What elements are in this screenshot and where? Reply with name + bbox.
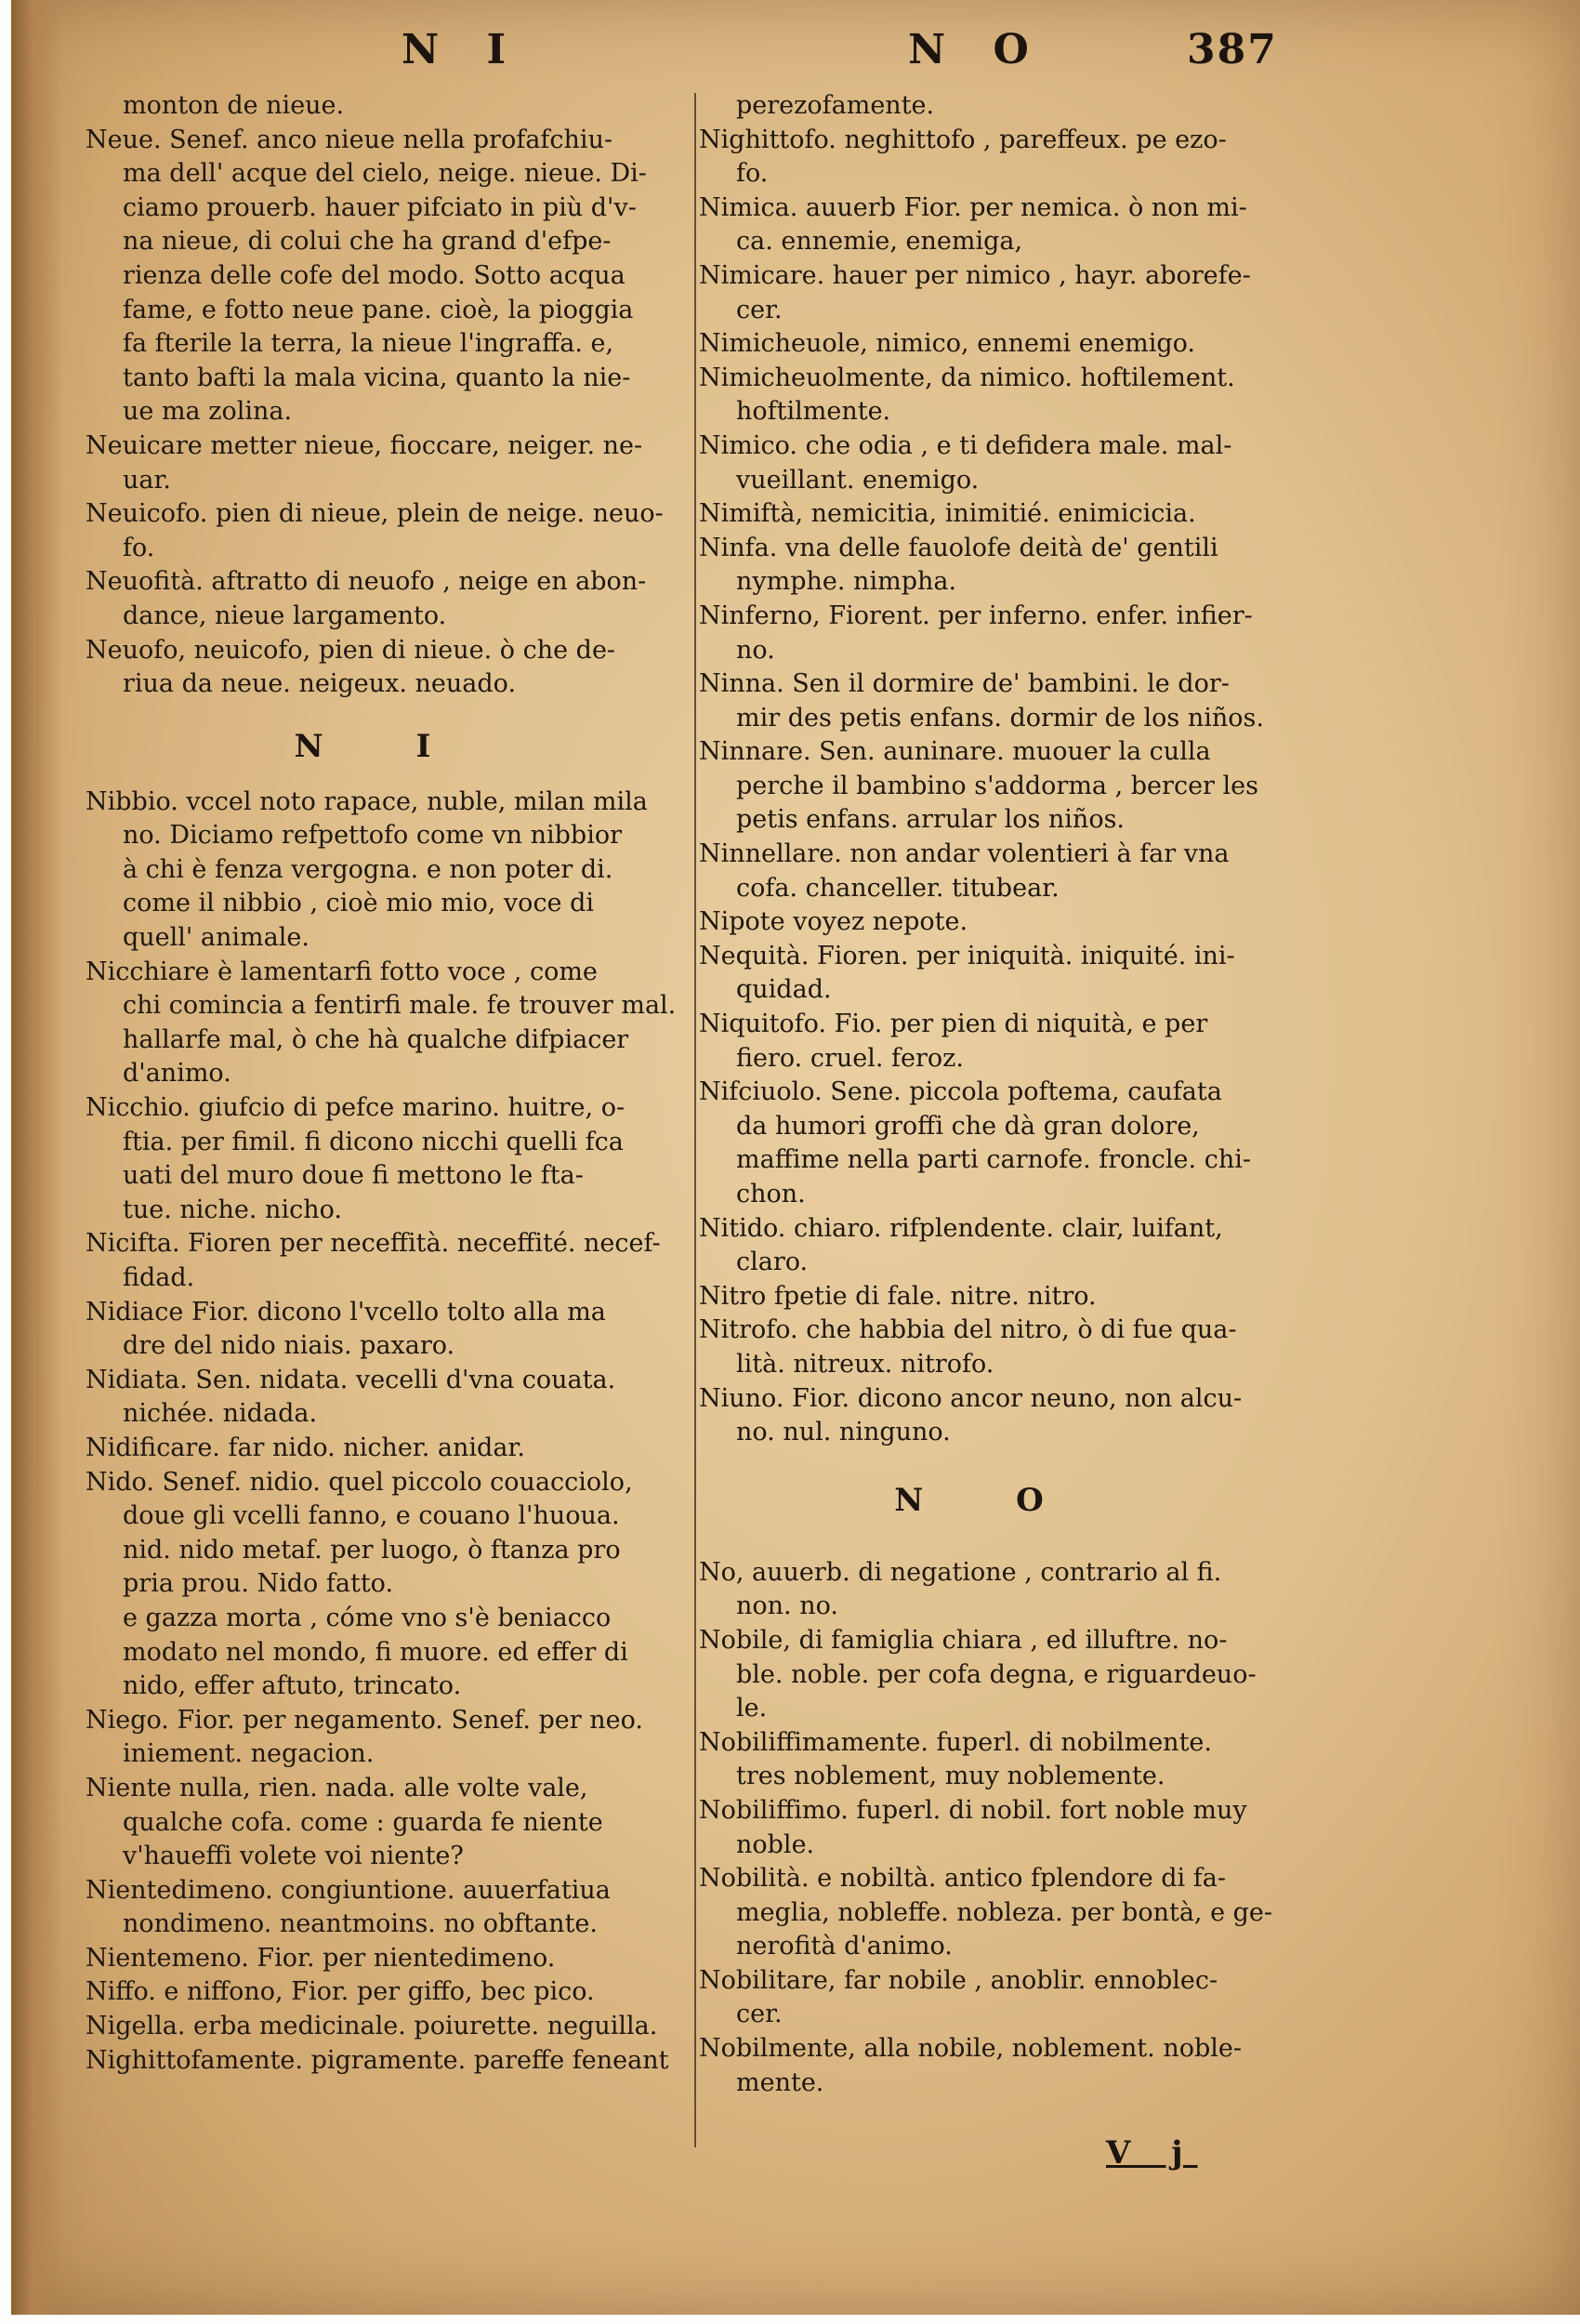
entry-line: à chi è fenza vergogna. e non poter di.	[123, 854, 613, 884]
entry-line: chi comincia a fentirfi male. fe trouver mal.	[123, 991, 677, 1021]
column-divider	[694, 93, 696, 2147]
entry-line: pria prou. Nido fatto.	[123, 1569, 394, 1599]
page-gutter	[11, 0, 62, 2315]
entry-line: Nibbio. vccel noto rapace, nuble, milan mila	[86, 786, 648, 816]
entry-line: Niego. Fior. per negamento. Senef. per neo.	[86, 1705, 643, 1735]
entry-line: mente.	[736, 2067, 824, 2097]
entry-line: Neuofità. aftratto di neuofo , neige en abon-	[86, 567, 647, 597]
entry-line: riua da neue. neigeux. neuado.	[123, 669, 517, 699]
entry-line: monton de nieue.	[123, 91, 345, 120]
entry-line: perezofamente.	[736, 91, 935, 120]
entry-line: Nobile, di famiglia chiara , ed illuftre. no-	[699, 1625, 1228, 1655]
entry-line: doue gli vcelli fanno, e couano l'huoua.	[123, 1501, 620, 1531]
entry-line: Nimicheuolmente, da nimico. hoftilement.	[699, 363, 1235, 392]
entry-line: vueillant. enemigo.	[736, 465, 980, 495]
entry-line: hallarfe mal, ò che hà qualche difpiacer	[123, 1024, 629, 1054]
signature-mark	[1106, 2134, 1198, 2172]
entry-line: e gazza morta , cóme vno s'è beniacco	[123, 1603, 612, 1632]
entry-line: Neuicare metter nieue, fioccare, neiger. ne-	[86, 430, 643, 460]
entry-line: Niquitofo. Fio. per pien di niquità, e per	[699, 1010, 1208, 1039]
entry-line: Niffo. e niffono, Fior. per giffo, bec pico.	[86, 1977, 595, 2007]
entry-line: Nidiace Fior. dicono l'vcello tolto alla ma	[86, 1297, 606, 1327]
left-entries-top	[86, 89, 680, 702]
entry-line: cer.	[736, 2000, 783, 2029]
running-head-right: N O	[908, 26, 1046, 73]
entry-line: tanto bafti la mala vicina, quanto la nie-	[123, 363, 631, 392]
entry-line: da humori groffi che dà gran dolore,	[736, 1111, 1200, 1141]
entry-line: dre del nido niais. paxaro.	[123, 1331, 455, 1361]
entry-line: Nitrofo. che habbia del nitro, ò di fue qua-	[699, 1315, 1237, 1345]
page-number: 387	[1187, 26, 1278, 73]
entry-line: maffime nella parti carnofe. froncle. chi-	[736, 1145, 1251, 1175]
entry-line: quell' animale.	[123, 923, 309, 953]
entry-line: Ninnare. Sen. auninare. muouer la culla	[699, 737, 1211, 767]
left-column	[86, 89, 680, 2078]
book-page	[11, 0, 1580, 2315]
entry-line: Nobiliffimo. fuperl. di nobil. fort noble muy	[699, 1795, 1247, 1825]
entry-line: rienza delle cofe del modo. Sotto acqua	[123, 260, 625, 290]
entry-line: Ninnellare. non andar volentieri à far vna	[699, 839, 1230, 869]
entry-line: nichée. nidada.	[123, 1399, 318, 1429]
entry-line: tue. niche. nicho.	[123, 1195, 342, 1224]
entry-line: mir des petis enfans. dormir de los niños.	[736, 703, 1264, 733]
entry-line: ma dell' acque del cielo, neige. nieue. Di-	[123, 159, 647, 189]
entry-line: na nieue, di colui che ha grand d'efpe-	[123, 227, 612, 257]
entry-line: Nitro fpetie di fale. nitre. nitro.	[699, 1281, 1097, 1311]
entry-line: fo.	[123, 533, 155, 562]
entry-line: come il nibbio , cioè mio mio, voce di	[123, 889, 595, 918]
entry-line: petis enfans. arrular los niños.	[736, 805, 1126, 835]
entry-line: Neuofo, neuicofo, pien di nieue. ò che de-	[86, 635, 616, 665]
entry-line: chon.	[736, 1180, 806, 1208]
entry-line: Nimiftà, nemicitia, inimitié. enimicicia.	[699, 499, 1196, 529]
entry-line: Nimicare. hauer per nimico , hayr. aborefe-	[699, 260, 1251, 290]
entry-line: uati del muro doue fi mettono le fta-	[123, 1161, 584, 1191]
entry-line: le.	[736, 1694, 768, 1723]
entry-line: Nigella. erba medicinale. poiurette. neguilla.	[86, 2012, 658, 2041]
left-entries-ni	[86, 786, 680, 2079]
entry-line: v'haueffi volete voi niente?	[123, 1842, 464, 1871]
entry-line: Nequità. Fioren. per iniquità. iniquité. ini-	[699, 941, 1235, 971]
entry-line: Nobilmente, alla nobile, noblement. noble-	[699, 2034, 1242, 2064]
entry-line: Nighittofo. neghittofo , pareffeux. pe ezo-	[699, 125, 1227, 154]
entry-line: nido, effer aftuto, trincato.	[123, 1671, 462, 1701]
entry-line: Nidificare. far nido. nicher. anidar.	[86, 1433, 525, 1462]
entry-line: dance, nieue largamento.	[123, 601, 447, 630]
entry-line: Nicchiare è lamentarfi fotto voce , come	[86, 957, 598, 986]
entry-line: nid. nido metaf. per luogo, ò ftanza pro	[123, 1535, 621, 1565]
entry-line: nondimeno. neantmoins. no obftante.	[123, 1909, 598, 1939]
entry-line: fame, e fotto neue pane. cioè, la pioggia	[123, 295, 634, 324]
entry-line: Nifciuolo. Sene. piccola poftema, caufata	[699, 1077, 1222, 1107]
entry-line: nymphe. nimpha.	[736, 567, 957, 597]
entry-line: Nighittofamente. pigramente. pareffe feneant	[86, 2045, 669, 2075]
entry-line: Ninna. Sen il dormire de' bambini. le dor-	[699, 669, 1230, 699]
entry-line: iniement. negacion.	[123, 1739, 375, 1769]
entry-line: no. nul. ninguno.	[736, 1418, 951, 1447]
entry-line: Neue. Senef. anco nieue nella profafchiu-	[86, 125, 613, 154]
entry-line: Nicchio. giufcio di pefce marino. huitre, o-	[86, 1093, 625, 1123]
entry-line: modato nel mondo, fi muore. ed effer di	[123, 1637, 628, 1667]
entry-line: No, auuerb. di negatione , contrario al fi.	[699, 1557, 1222, 1587]
entry-line: no. Diciamo refpettofo come vn nibbior	[123, 821, 622, 851]
entry-line: ftia. per fimil. fi dicono nicchi quelli fca	[123, 1127, 624, 1156]
right-entries-ni	[699, 89, 1280, 1450]
entry-line: Nimica. auuerb Fior. per nemica. ò non mi-	[699, 192, 1247, 222]
right-entries-no	[699, 1556, 1280, 2101]
entry-line: Nicifta. Fioren per neceffità. neceffité. necef-	[86, 1229, 661, 1259]
entry-line: Nipote voyez nepote.	[699, 907, 968, 937]
entry-line: non. no.	[736, 1591, 838, 1621]
entry-line: Nobiliffimamente. fuperl. di nobilmente.	[699, 1727, 1212, 1757]
entry-line: Nido. Senef. nidio. quel piccolo couacciolo,	[86, 1467, 633, 1497]
entry-line: ciamo prouerb. hauer pifciato in più d'v-	[123, 192, 637, 222]
entry-line: Nobilitare, far nobile , anoblir. ennoblec-	[699, 1965, 1218, 1995]
entry-line: perche il bambino s'addorma , bercer les	[736, 771, 1259, 800]
entry-line: Nidiata. Sen. nidata. vecelli d'vna couata.	[86, 1365, 616, 1394]
entry-line: cofa. chanceller. titubear.	[736, 873, 1060, 903]
entry-line: Nitido. chiaro. rifplendente. clair, luifant,	[699, 1213, 1223, 1243]
entry-line: quidad.	[736, 975, 832, 1005]
entry-line: qualche cofa. come : guarda fe niente	[123, 1807, 603, 1837]
entry-line: fa fterile la terra, la nieue l'ingraffa. e,	[123, 329, 614, 359]
entry-line: ca. ennemie, enemiga,	[736, 227, 1023, 257]
entry-line: Nientedimeno. congiuntione. auuerfatiua	[86, 1875, 611, 1905]
section-heading-ni: N I	[294, 727, 472, 765]
entry-line: Ninfa. vna delle fauolofe deità de' gentili	[699, 533, 1218, 562]
entry-line: no.	[736, 635, 775, 665]
entry-line: Niuno. Fior. dicono ancor neuno, non alcu-	[699, 1383, 1243, 1413]
entry-line: meglia, nobleffe. nobleza. per bontà, e ge-	[736, 1897, 1273, 1927]
entry-line: uar.	[123, 465, 172, 495]
entry-line: ue ma zolina.	[123, 397, 293, 427]
entry-line: Ninferno, Fiorent. per inferno. enfer. infier-	[699, 601, 1253, 630]
entry-line: Neuicofo. pien di nieue, plein de neige. neuo-	[86, 499, 664, 529]
entry-line: Nimicheuole, nimico, ennemi enemigo.	[699, 329, 1196, 359]
entry-line: claro.	[736, 1248, 809, 1277]
entry-line: noble.	[736, 1829, 815, 1859]
entry-line: Nientemeno. Fior. per nientedimeno.	[86, 1943, 556, 1973]
entry-line: Nimico. che odia , e ti defidera male. mal-	[699, 430, 1232, 460]
entry-line: nerofità d'animo.	[736, 1932, 953, 1961]
entry-line: ble. noble. per cofa degna, e riguardeuo-	[736, 1659, 1257, 1689]
signature-text: V j	[1106, 2134, 1198, 2172]
entry-line: fidad.	[123, 1263, 195, 1292]
section-heading-no: N O	[894, 1481, 1085, 1519]
entry-line: fiero. cruel. feroz.	[736, 1043, 964, 1073]
entry-line: Niente nulla, rien. nada. alle volte vale,	[86, 1773, 588, 1802]
entry-line: tres noblement, muy noblemente.	[736, 1762, 1165, 1791]
entry-line: cer.	[736, 295, 783, 324]
entry-line: fo.	[736, 159, 769, 189]
entry-line: hoftilmente.	[736, 397, 891, 427]
entry-line: d'animo.	[123, 1059, 231, 1089]
entry-line: Nobilità. e nobiltà. antico fplendore di fa-	[699, 1864, 1226, 1894]
entry-line: lità. nitreux. nitrofo.	[736, 1349, 994, 1379]
running-head-left: N I	[402, 26, 523, 73]
right-column	[699, 89, 1280, 2100]
